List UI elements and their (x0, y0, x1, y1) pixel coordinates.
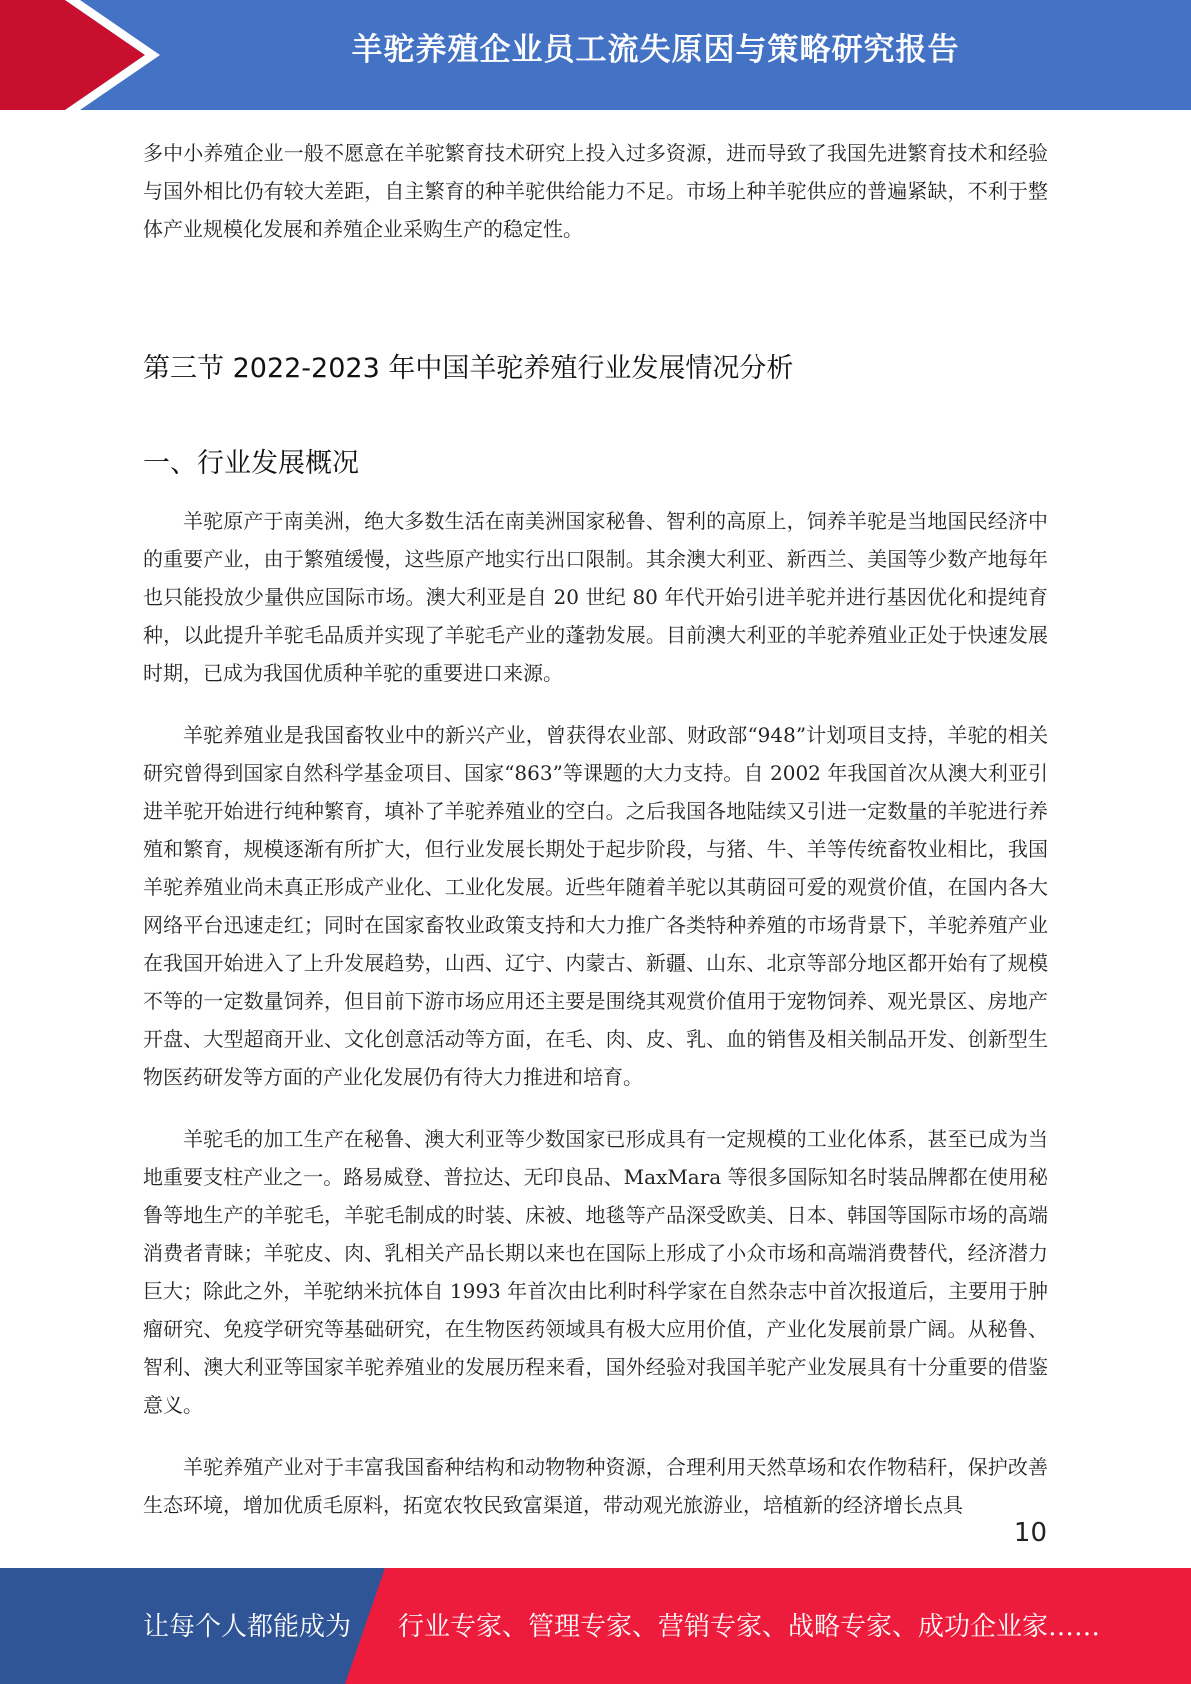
footer-slogan-left: 让每个人都能成为 (143, 1612, 352, 1642)
body-paragraph: 羊驼毛的加工生产在秘鲁、澳大利亚等少数国家已形成具有一定规模的工业化体系，甚至已成为当地重要支柱产业之一。路易威登、普拉达、无印良品、MaxMara 等很多国际知名时装品牌都在使用秘鲁等地生产的羊驼毛，羊驼毛制成的时装、床被、地毯等产品深受欧美、日本、韩国等国际市场的高端消费者青睐；羊驼皮、肉、乳相关产品长期以来也在国际上形成了小众市场和高端消费替代，经济潜力巨大；除此之外，羊驼纳米抗体自 1993 年首次由比利时科学家在自然杂志中首次报道后，主要用于肿瘤研究、免疫学研究等基础研究，在生物医药领域具有极大应用价值，产业化发展前景广阔。从秘鲁、智利、澳大利亚等国家羊驼养殖业的发展历程来看，国外经验对我国羊驼产业发展具有十分重要的借鉴意义。 (143, 1127, 1048, 1417)
body-paragraph: 羊驼养殖产业对于丰富我国畜种结构和动物物种资源，合理利用天然草场和农作物秸秆，保护改善生态环境，增加优质毛原料，拓宽农牧民致富渠道，带动观光旅游业，培植新的经济增长点具 (143, 1455, 1048, 1517)
body-paragraph: 羊驼养殖业是我国畜牧业中的新兴产业，曾获得农业部、财政部“948”计划项目支持，羊驼的相关研究曾得到国家自然科学基金项目、国家“863”等课题的大力支持。自 2002 年我国首次从澳大利亚引进羊驼开始进行纯种繁育，填补了羊驼养殖业的空白。之后我国各地陆续又引进一定数量的羊驼进行养殖和繁育，规模逐渐有所扩大，但行业发展长期处于起步阶段，与猪、牛、羊等传统畜牧业相比，我国羊驼养殖业尚未真正形成产业化、工业化发展。近些年随着羊驼以其萌囧可爱的观赏价值，在国内各大网络平台迅速走红；同时在国家畜牧业政策支持和大力推广各类特种养殖的市场背景下，羊驼养殖产业在我国开始进入了上升发展趋势，山西、辽宁、内蒙古、新疆、山东、北京等部分地区都开始有了规模不等的一定数量饲养，但目前下游市场应用还主要是围绕其观赏价值用于宠物饲养、观光景区、房地产开盘、大型超商开业、文化创意活动等方面，在毛、肉、皮、乳、血的销售及相关制品开发、创新型生物医药研发等方面的产业化发展仍有待大力推进和培育。 (143, 723, 1048, 1089)
intro-paragraph: 多中小养殖企业一般不愿意在羊驼繁育技术研究上投入过多资源，进而导致了我国先进繁育技术和经验与国外相比仍有较大差距，自主繁育的种羊驼供给能力不足。市场上种羊驼供应的普遍紧缺，不利于整体产业规模化发展和养殖企业采购生产的稳定性。 (143, 141, 1048, 241)
footer-slogan-right: 行业专家、管理专家、营销专家、战略专家、成功企业家…… (398, 1612, 1101, 1642)
page-content (143, 134, 1048, 1548)
page-footer (0, 1568, 1191, 1684)
report-title: 羊驼养殖企业员工流失原因与策略研究报告 (351, 32, 960, 68)
page-header (0, 0, 1191, 110)
section-heading: 第三节 2022-2023 年中国羊驼养殖行业发展情况分析 (143, 353, 794, 384)
page-number: 10 (1013, 1518, 1047, 1548)
subsection-heading: 一、行业发展概况 (143, 448, 359, 479)
body-paragraph: 羊驼原产于南美洲，绝大多数生活在南美洲国家秘鲁、智利的高原上，饲养羊驼是当地国民经济中的重要产业，由于繁殖缓慢，这些原产地实行出口限制。其余澳大利亚、新西兰、美国等少数产地每年也只能投放少量供应国际市场。澳大利亚是自 20 世纪 80 年代开始引进羊驼并进行基因优化和提纯育种，以此提升羊驼毛品质并实现了羊驼毛产业的蓬勃发展。目前澳大利亚的羊驼养殖业正处于快速发展时期，已成为我国优质种羊驼的重要进口来源。 (143, 509, 1048, 685)
